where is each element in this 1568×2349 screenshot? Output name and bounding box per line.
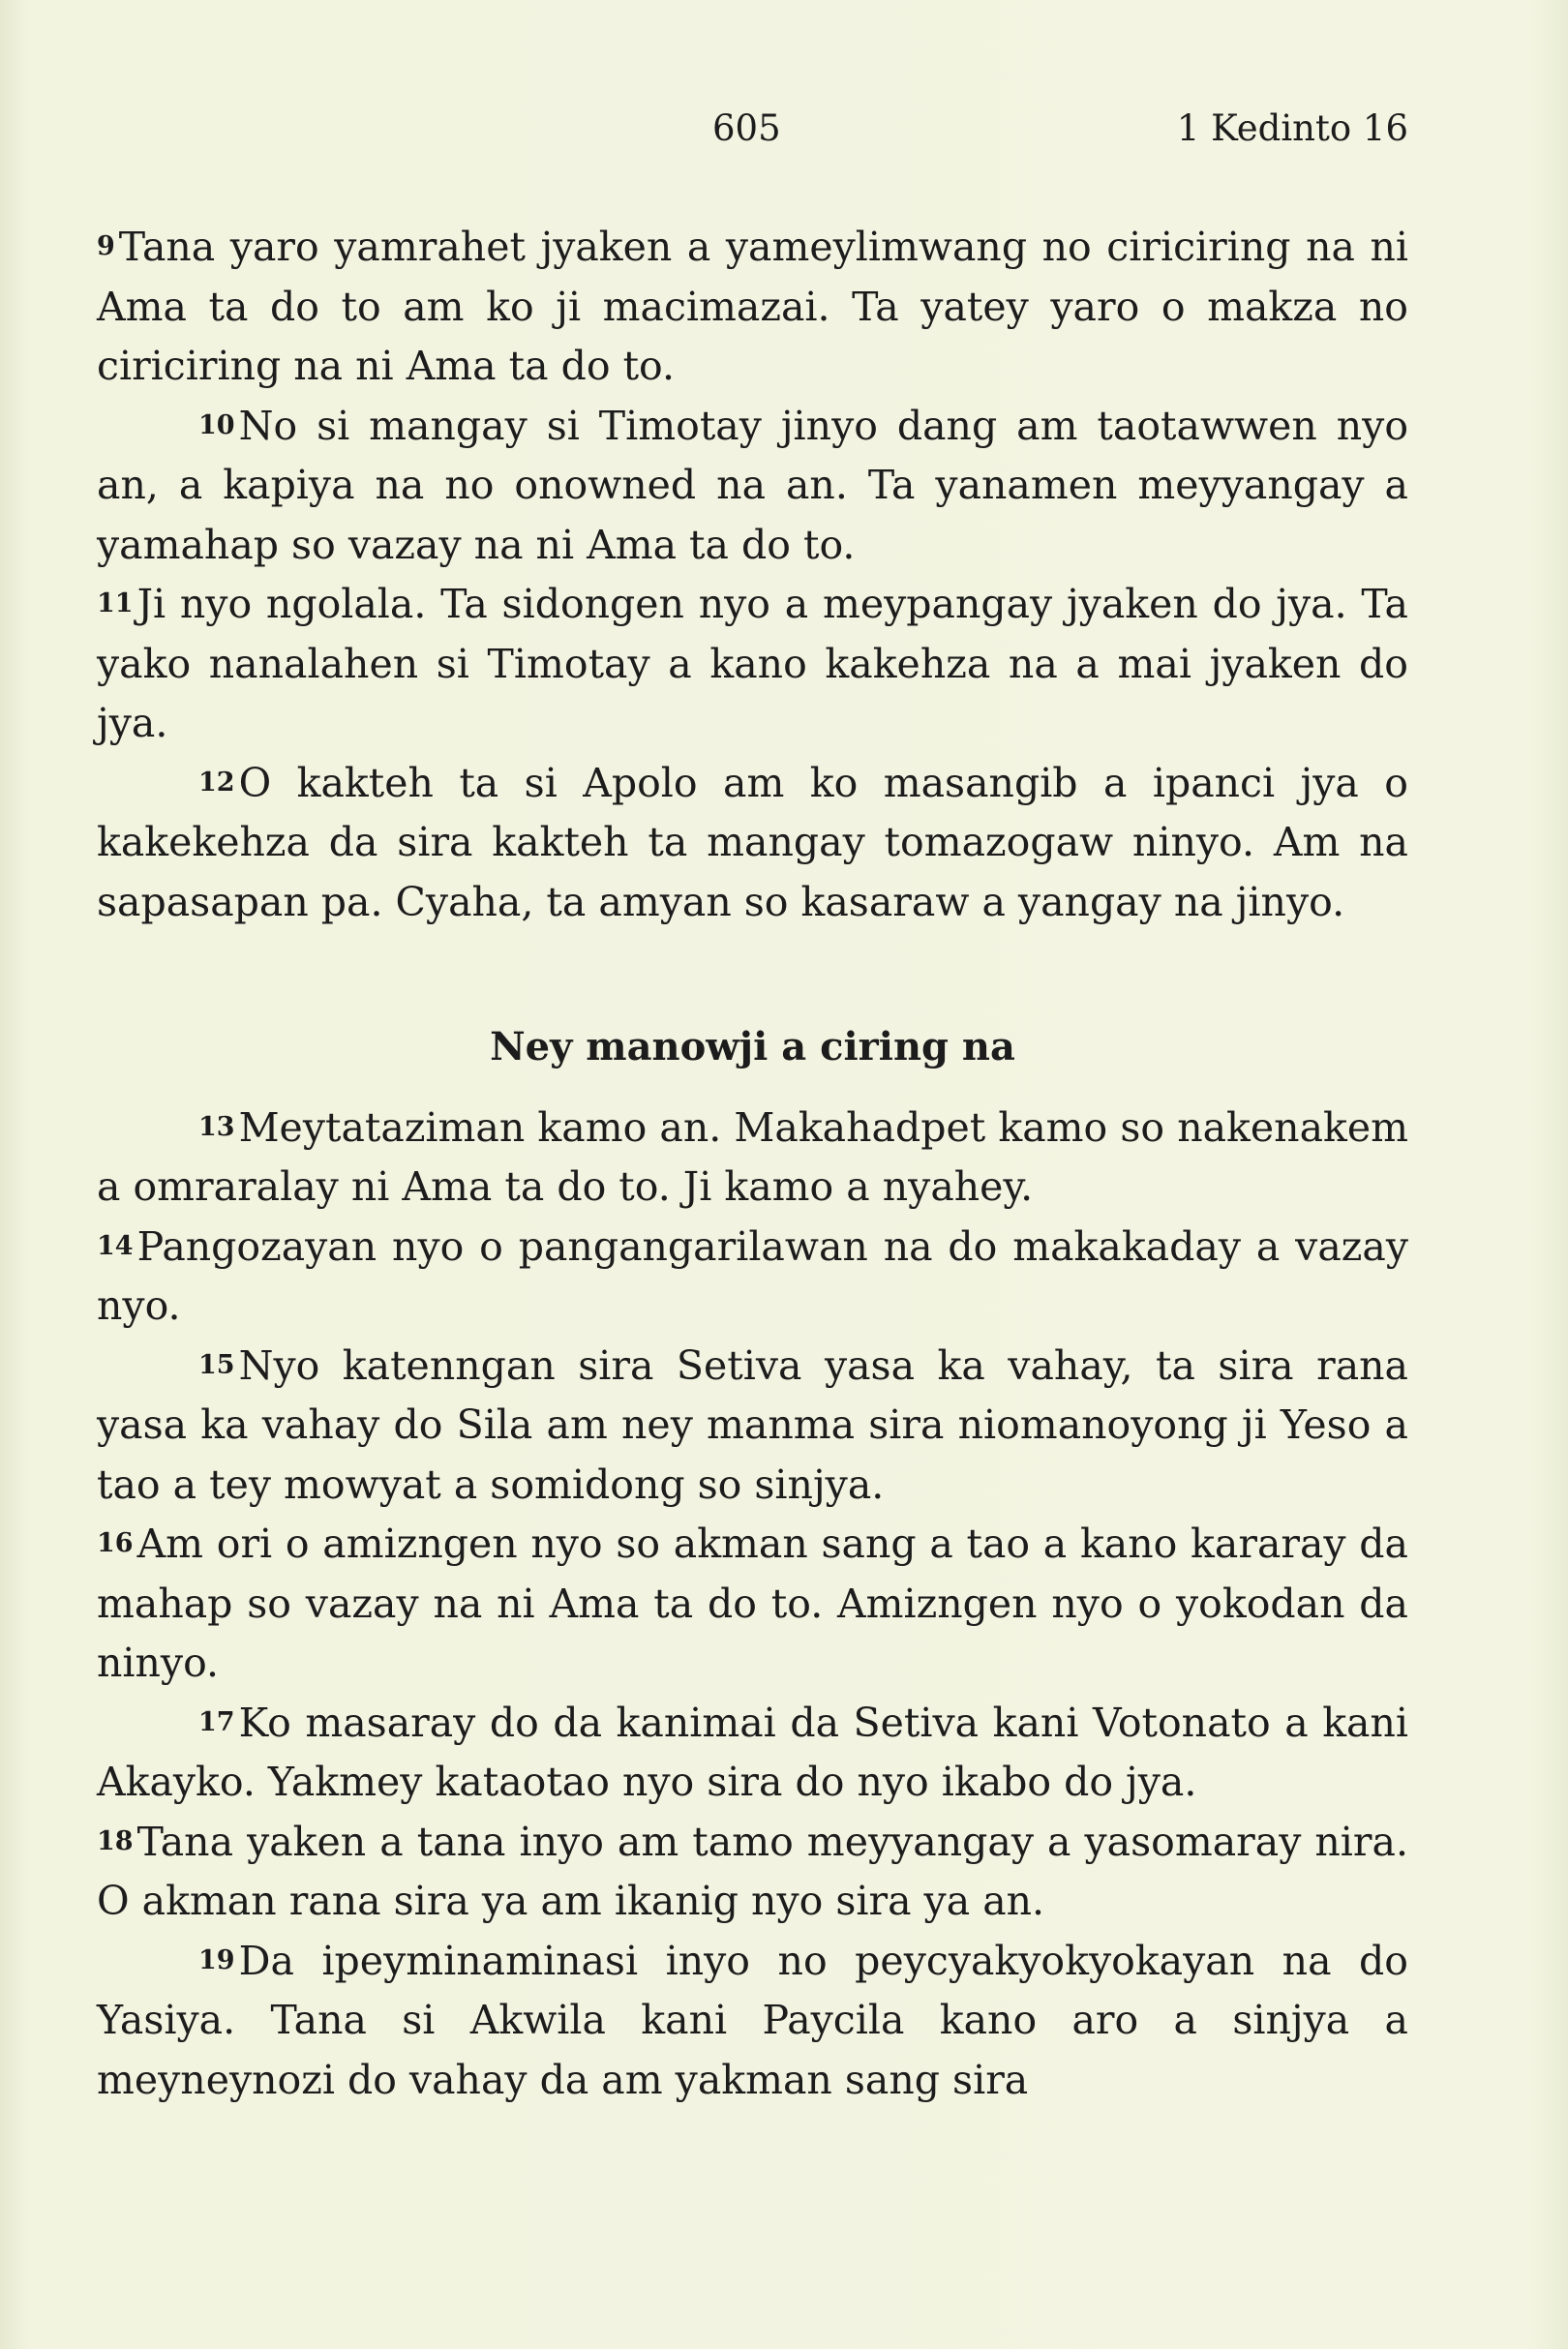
verse bbox=[97, 218, 1408, 397]
verse-text: Tana yaken a tana inyo am tamo meyyangay a yasomaray nira. O akman rana sira ya am ikanig nyo sira ya an. bbox=[97, 1818, 1408, 1924]
verse bbox=[97, 1694, 1408, 1813]
verse-number: 12 bbox=[198, 767, 235, 798]
verse-number: 18 bbox=[97, 1825, 134, 1856]
verse bbox=[97, 1932, 1408, 2111]
section-heading: Ney manowji a ciring na bbox=[490, 1024, 1015, 1069]
verse bbox=[97, 1218, 1408, 1337]
verse-text: Am ori o amizngen nyo so akman sang a tao a kano kararay da mahap so vazay na ni Ama ta do to. Amizngen nyo o yokodan da ninyo. bbox=[97, 1521, 1408, 1686]
verse-number: 9 bbox=[97, 231, 115, 261]
verse-number: 19 bbox=[198, 1944, 235, 1975]
verse bbox=[97, 1337, 1408, 1516]
verse-text: Da ipeyminaminasi inyo no peycyakyokyokayan na do Yasiya. Tana si Akwila kani Paycila kano aro a sinjya a meyneynozi do vahay da am yakman sang sira bbox=[97, 1937, 1408, 2103]
page-number: 605 bbox=[712, 107, 781, 149]
verse-text: No si mangay si Timotay jinyo dang am taotawwen nyo an, a kapiya na no onowned na an. Ta yanamen meyyangay a yamahap so vazay na ni Ama ta do to. bbox=[97, 402, 1408, 568]
verse-text: Ji nyo ngolala. Ta sidongen nyo a meypangay jyaken do jya. Ta yako nanalahen si Timotay a kano kakehza na a mai jyaken do jya. bbox=[97, 581, 1408, 746]
verse bbox=[97, 397, 1408, 576]
verse-text: Tana yaro yamrahet jyaken a yameylimwang no ciriciring na ni Ama ta do to am ko ji macimazai. Ta yatey yaro o makza no ciriciring na ni Ama ta do to. bbox=[97, 224, 1408, 389]
verse-number: 16 bbox=[97, 1528, 134, 1558]
verse-text: O kakteh ta si Apolo am ko masangib a ipanci jya o kakekehza da sira kakteh ta mangay tomazogaw ninyo. Am na sapasapan pa. Cyaha, ta amyan so kasaraw a yangay na jinyo. bbox=[97, 759, 1408, 925]
running-head: 1 Kedinto 16 bbox=[1176, 107, 1408, 149]
verse bbox=[97, 1099, 1408, 1218]
verse-number: 17 bbox=[198, 1706, 235, 1737]
verse bbox=[97, 754, 1408, 933]
verse bbox=[97, 575, 1408, 754]
verse-number: 13 bbox=[198, 1111, 235, 1142]
body-text bbox=[97, 218, 1408, 2110]
verses-before bbox=[97, 218, 1408, 932]
verse bbox=[97, 1813, 1408, 1932]
verse-number: 14 bbox=[97, 1230, 134, 1261]
verse-text: Meytataziman kamo an. Makahadpet kamo so nakenakem a omraralay ni Ama ta do to. Ji kamo a nyahey. bbox=[97, 1103, 1408, 1210]
verse-number: 15 bbox=[198, 1349, 235, 1380]
verse-text: Ko masaray do da kanimai da Setiva kani Votonato a kani Akayko. Yakmey kataotao nyo sira do nyo ikabo do jya. bbox=[97, 1699, 1408, 1805]
page-header bbox=[97, 102, 1408, 155]
verse-text: Nyo katenngan sira Setiva yasa ka vahay, ta sira rana yasa ka vahay do Sila am ney manma sira niomanoyong ji Yeso a tao a tey mowyat a somidong so sinjya. bbox=[97, 1341, 1408, 1508]
verse-text: Pangozayan nyo o pangangarilawan na do makakaday a vazay nyo. bbox=[97, 1222, 1408, 1329]
verses-after bbox=[97, 1099, 1408, 2111]
verse-number: 10 bbox=[198, 409, 235, 440]
verse bbox=[97, 1515, 1408, 1694]
verse-number: 11 bbox=[97, 588, 134, 618]
